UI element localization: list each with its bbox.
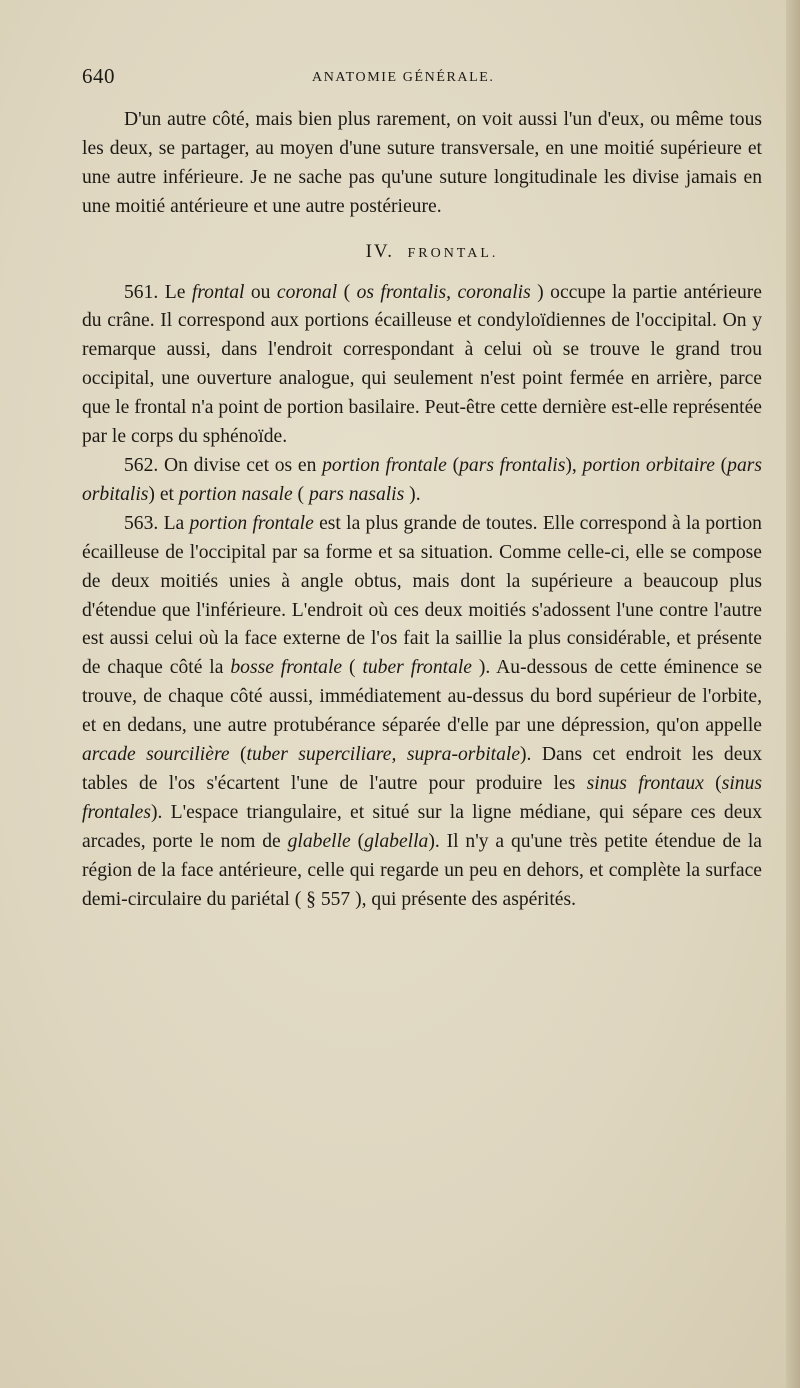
latin-term: glabella: [364, 830, 429, 852]
latin-term: tuber superciliare, supra-orbitale: [246, 744, 521, 766]
text-run: ). Il n'y a qu'une très petite étendue de la région de la face antérieure, celle qui regarde un peu en dehors, et complète la surface demi-circulaire du pariétal ( § 557 ), qui présente des aspérités.: [82, 830, 762, 910]
term-italic: sinus frontaux: [586, 772, 704, 794]
text-run: (: [229, 744, 247, 766]
term-italic: arcade sourcilière: [82, 744, 230, 766]
text-run: ) et: [148, 483, 179, 505]
text-run: ou: [244, 281, 277, 303]
text-run: ).: [404, 483, 421, 505]
text-run: est la plus grande de toutes. Elle correspond à la portion écailleuse de l'occipital par sa forme et sa situation. Comme celle-ci, elle se compose de deux moitiés unies à angle obtus, mais dont la supérieure a beaucoup plus d'étendue que l'inférieure. L'endroit où ces deux moitiés s'adossent l'une contre l'autre est aussi celui où la face externe de l'os fait la saillie la plus considérable, et présente de chaque côté la: [82, 512, 762, 679]
running-head: ANATOMIE GÉNÉRALE.: [312, 70, 495, 85]
paragraph-561: [82, 279, 762, 452]
latin-term: pars nasalis: [308, 483, 405, 505]
latin-term: sinus frontales: [82, 772, 762, 823]
term-italic: coronal: [276, 281, 338, 303]
text-run: (: [714, 454, 728, 476]
text-run: ) occupe la partie antérieure du crâne. Il correspond aux portions écailleuse et condyloïdiennes de l'occipital. On y remarque aussi, dans l'endroit correspondant à celui où se trouve le grand trou occipital, une ouverture analogue, qui seulement n'est point fermée en arrière, parce que le frontal n'a point de portion basilaire. Peut-être cette dernière est-elle représentée par le corps du sphénoïde.: [82, 281, 762, 448]
term-italic: portion frontale: [189, 512, 314, 534]
latin-term: os frontalis, coronalis: [356, 281, 531, 303]
term-italic: bosse frontale: [230, 657, 343, 679]
text-run: ). Au-dessous de cette éminence se trouve, de chaque côté aussi, immédiatement au-dessus du bord supérieur de l'orbite, et en dedans, une autre protubérance séparée d'elle par une dépression, qu'on appelle: [82, 657, 763, 737]
text-run: (: [342, 657, 363, 679]
term-italic: portion frontale: [322, 454, 447, 476]
page-number: 640: [82, 64, 115, 88]
section-title: FRONTAL.: [407, 245, 499, 261]
term-italic: portion orbitaire: [582, 454, 715, 476]
term-italic: portion nasale: [178, 483, 293, 505]
latin-term: pars orbitalis: [82, 454, 763, 505]
page-header: [82, 64, 762, 94]
text-run: 561. Le: [124, 281, 192, 303]
text-run: (: [446, 454, 460, 476]
paragraph-intro: D'un autre côté, mais bien plus rarement, on voit aussi l'un d'eux, ou même tous les deux, se partager, au moyen d'une suture transversale, en une moitié supérieure et une autre inférieure. Je ne sache pas qu'une suture longitudinale les divise jamais en une moitié antérieure et une autre postérieure.: [82, 109, 762, 217]
text-run: (: [350, 830, 365, 852]
text-run: ). L'espace triangulaire, et situé sur la ligne médiane, qui sépare ces deux arcades, porte le nom de: [82, 801, 762, 852]
section-number: IV.: [365, 240, 394, 262]
text-run: 562. On divise cet os en: [124, 454, 323, 476]
text-run: (: [703, 772, 722, 794]
text-run: ). Dans cet endroit les deux tables de l'os s'écartent l'une de l'autre pour produire les: [82, 744, 762, 794]
text-run: 563. La: [124, 512, 190, 534]
text-run: ),: [565, 454, 583, 476]
term-italic: frontal: [191, 281, 245, 303]
body-text: [82, 106, 762, 914]
paragraph-562: [82, 452, 762, 510]
text-run: (: [292, 483, 309, 505]
section-heading: [102, 238, 762, 269]
page-edge: [786, 0, 800, 1388]
term-italic: glabelle: [287, 830, 351, 852]
latin-term: tuber frontale: [362, 657, 473, 679]
text-run: (: [337, 281, 357, 303]
paragraph-563: [82, 510, 762, 915]
latin-term: pars frontalis: [459, 454, 566, 476]
